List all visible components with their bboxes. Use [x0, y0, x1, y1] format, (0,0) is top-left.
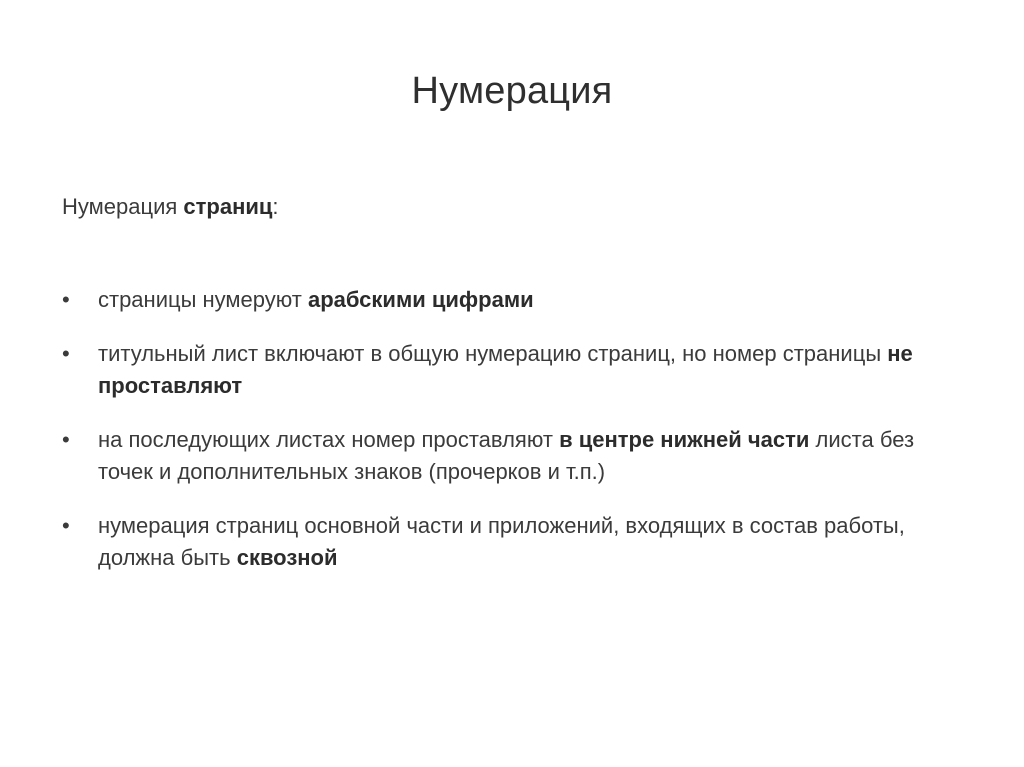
bullet-text: нумерация страниц основной части и приложений, входящих в состав работы, должна быть	[98, 513, 905, 570]
bullet-bold-text: в центре нижней части	[559, 427, 810, 452]
bullet-item	[62, 510, 962, 574]
bullet-dot-icon: •	[62, 287, 70, 312]
bullet-item	[62, 424, 962, 488]
bullet-text: титульный лист включают в общую нумерацию страниц, но номер страницы	[98, 341, 888, 366]
bullet-dot-icon: •	[62, 341, 70, 366]
bullet-dot-icon: •	[62, 513, 70, 538]
bullet-list	[62, 284, 962, 596]
bullet-text: на последующих листах номер проставляют	[98, 427, 560, 452]
intro-tail-text: :	[272, 194, 279, 219]
bullet-bold-text: арабскими цифрами	[307, 287, 534, 312]
bullet-item	[62, 284, 962, 316]
intro-line	[62, 192, 279, 222]
intro-text: Нумерация	[62, 194, 184, 219]
intro-bold-text: страниц	[183, 194, 273, 219]
bullet-tail-text: листа без точек и дополнительных знаков (прочерков и т.п.)	[98, 427, 915, 484]
bullet-item	[62, 338, 962, 402]
bullet-dot-icon: •	[62, 427, 70, 452]
bullet-text: страницы нумеруют	[98, 287, 308, 312]
bullet-bold-text: не проставляют	[98, 341, 913, 398]
bullet-bold-text: сквозной	[236, 545, 338, 570]
slide-title: Нумерация	[411, 70, 613, 112]
